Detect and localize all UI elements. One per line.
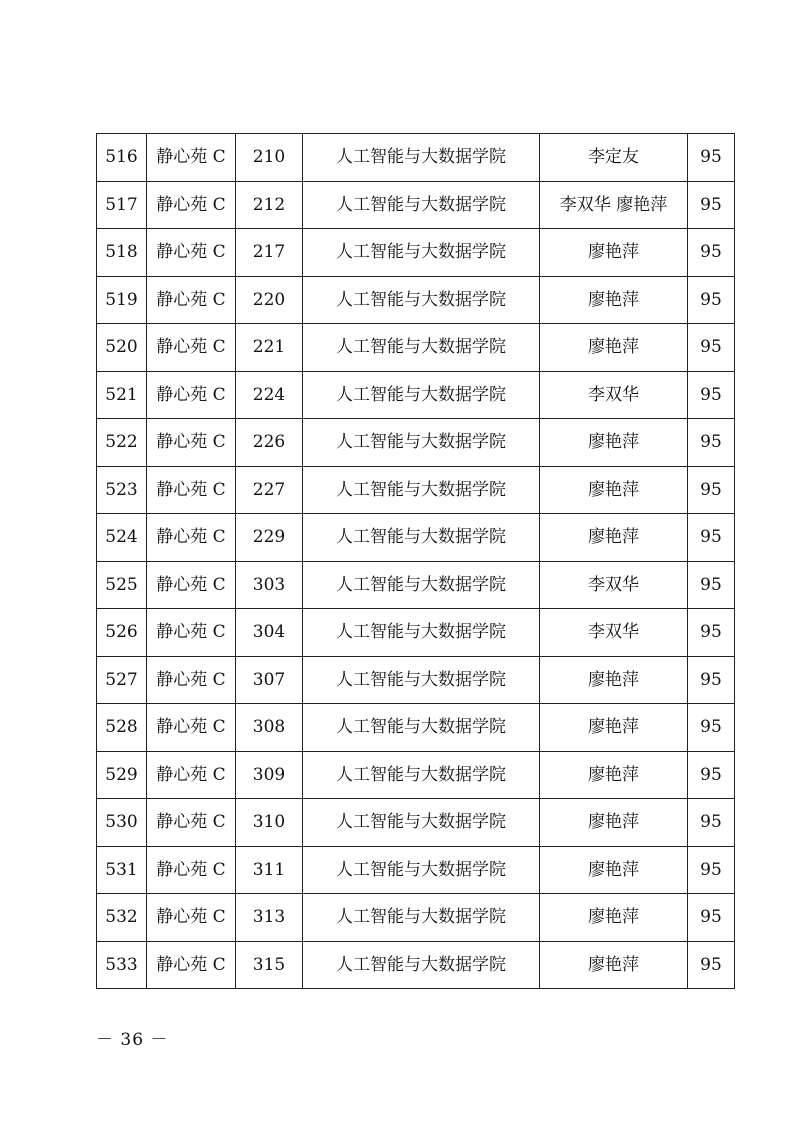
row-number-cell: 525 [97, 561, 147, 609]
room-number-cell: 307 [236, 656, 303, 704]
score-cell: 95 [688, 419, 735, 467]
building-cell: 静心苑 C [147, 941, 236, 989]
score-cell: 95 [688, 561, 735, 609]
score-cell: 95 [688, 371, 735, 419]
table-row [97, 324, 735, 372]
counselor-cell: 李双华 [540, 609, 688, 657]
table-row [97, 609, 735, 657]
score-cell: 95 [688, 466, 735, 514]
building-cell: 静心苑 C [147, 704, 236, 752]
building-cell: 静心苑 C [147, 846, 236, 894]
counselor-cell: 廖艳萍 [540, 229, 688, 277]
table-row [97, 846, 735, 894]
table-row [97, 561, 735, 609]
room-number-cell: 220 [236, 276, 303, 324]
counselor-cell: 廖艳萍 [540, 799, 688, 847]
room-number-cell: 221 [236, 324, 303, 372]
counselor-cell: 廖艳萍 [540, 894, 688, 942]
table-row [97, 229, 735, 277]
room-number-cell: 308 [236, 704, 303, 752]
room-number-cell: 226 [236, 419, 303, 467]
building-cell: 静心苑 C [147, 751, 236, 799]
room-number-cell: 310 [236, 799, 303, 847]
counselor-cell: 廖艳萍 [540, 466, 688, 514]
college-cell: 人工智能与大数据学院 [303, 656, 540, 704]
score-cell: 95 [688, 846, 735, 894]
table-row [97, 704, 735, 752]
counselor-cell: 廖艳萍 [540, 846, 688, 894]
score-cell: 95 [688, 229, 735, 277]
counselor-cell: 廖艳萍 [540, 324, 688, 372]
college-cell: 人工智能与大数据学院 [303, 134, 540, 182]
score-cell: 95 [688, 181, 735, 229]
score-cell: 95 [688, 609, 735, 657]
room-number-cell: 217 [236, 229, 303, 277]
room-number-cell: 210 [236, 134, 303, 182]
room-number-cell: 229 [236, 514, 303, 562]
row-number-cell: 522 [97, 419, 147, 467]
table-row [97, 799, 735, 847]
room-number-cell: 309 [236, 751, 303, 799]
table-row [97, 466, 735, 514]
building-cell: 静心苑 C [147, 656, 236, 704]
row-number-cell: 521 [97, 371, 147, 419]
row-number-cell: 517 [97, 181, 147, 229]
row-number-cell: 516 [97, 134, 147, 182]
row-number-cell: 529 [97, 751, 147, 799]
building-cell: 静心苑 C [147, 609, 236, 657]
college-cell: 人工智能与大数据学院 [303, 609, 540, 657]
table-row [97, 276, 735, 324]
college-cell: 人工智能与大数据学院 [303, 419, 540, 467]
building-cell: 静心苑 C [147, 371, 236, 419]
counselor-cell: 李定友 [540, 134, 688, 182]
table-row [97, 371, 735, 419]
score-cell: 95 [688, 514, 735, 562]
score-cell: 95 [688, 941, 735, 989]
building-cell: 静心苑 C [147, 419, 236, 467]
row-number-cell: 520 [97, 324, 147, 372]
counselor-cell: 廖艳萍 [540, 941, 688, 989]
score-cell: 95 [688, 704, 735, 752]
college-cell: 人工智能与大数据学院 [303, 846, 540, 894]
college-cell: 人工智能与大数据学院 [303, 371, 540, 419]
building-cell: 静心苑 C [147, 276, 236, 324]
counselor-cell: 廖艳萍 [540, 656, 688, 704]
row-number-cell: 523 [97, 466, 147, 514]
dormitory-score-table [96, 133, 735, 989]
score-cell: 95 [688, 656, 735, 704]
counselor-cell: 廖艳萍 [540, 419, 688, 467]
row-number-cell: 524 [97, 514, 147, 562]
table-row [97, 514, 735, 562]
row-number-cell: 518 [97, 229, 147, 277]
college-cell: 人工智能与大数据学院 [303, 561, 540, 609]
table-row [97, 751, 735, 799]
row-number-cell: 527 [97, 656, 147, 704]
building-cell: 静心苑 C [147, 324, 236, 372]
counselor-cell: 李双华 廖艳萍 [540, 181, 688, 229]
college-cell: 人工智能与大数据学院 [303, 751, 540, 799]
building-cell: 静心苑 C [147, 799, 236, 847]
building-cell: 静心苑 C [147, 894, 236, 942]
counselor-cell: 廖艳萍 [540, 276, 688, 324]
room-number-cell: 304 [236, 609, 303, 657]
college-cell: 人工智能与大数据学院 [303, 941, 540, 989]
table-row [97, 419, 735, 467]
row-number-cell: 531 [97, 846, 147, 894]
table-row [97, 941, 735, 989]
row-number-cell: 533 [97, 941, 147, 989]
room-number-cell: 224 [236, 371, 303, 419]
room-number-cell: 303 [236, 561, 303, 609]
score-cell: 95 [688, 799, 735, 847]
table-body [97, 134, 735, 989]
table-row [97, 894, 735, 942]
room-number-cell: 212 [236, 181, 303, 229]
score-cell: 95 [688, 276, 735, 324]
building-cell: 静心苑 C [147, 134, 236, 182]
row-number-cell: 528 [97, 704, 147, 752]
building-cell: 静心苑 C [147, 229, 236, 277]
college-cell: 人工智能与大数据学院 [303, 894, 540, 942]
row-number-cell: 532 [97, 894, 147, 942]
table-row [97, 134, 735, 182]
building-cell: 静心苑 C [147, 514, 236, 562]
college-cell: 人工智能与大数据学院 [303, 514, 540, 562]
college-cell: 人工智能与大数据学院 [303, 704, 540, 752]
building-cell: 静心苑 C [147, 466, 236, 514]
counselor-cell: 廖艳萍 [540, 704, 688, 752]
table-row [97, 656, 735, 704]
row-number-cell: 526 [97, 609, 147, 657]
row-number-cell: 530 [97, 799, 147, 847]
room-number-cell: 313 [236, 894, 303, 942]
college-cell: 人工智能与大数据学院 [303, 229, 540, 277]
counselor-cell: 廖艳萍 [540, 514, 688, 562]
counselor-cell: 廖艳萍 [540, 751, 688, 799]
building-cell: 静心苑 C [147, 181, 236, 229]
room-number-cell: 311 [236, 846, 303, 894]
score-cell: 95 [688, 324, 735, 372]
score-cell: 95 [688, 894, 735, 942]
building-cell: 静心苑 C [147, 561, 236, 609]
page-number: － 36 － [96, 1030, 169, 1050]
counselor-cell: 李双华 [540, 561, 688, 609]
college-cell: 人工智能与大数据学院 [303, 466, 540, 514]
counselor-cell: 李双华 [540, 371, 688, 419]
college-cell: 人工智能与大数据学院 [303, 276, 540, 324]
room-number-cell: 227 [236, 466, 303, 514]
room-number-cell: 315 [236, 941, 303, 989]
table-row [97, 181, 735, 229]
score-cell: 95 [688, 134, 735, 182]
row-number-cell: 519 [97, 276, 147, 324]
college-cell: 人工智能与大数据学院 [303, 324, 540, 372]
score-cell: 95 [688, 751, 735, 799]
college-cell: 人工智能与大数据学院 [303, 181, 540, 229]
college-cell: 人工智能与大数据学院 [303, 799, 540, 847]
